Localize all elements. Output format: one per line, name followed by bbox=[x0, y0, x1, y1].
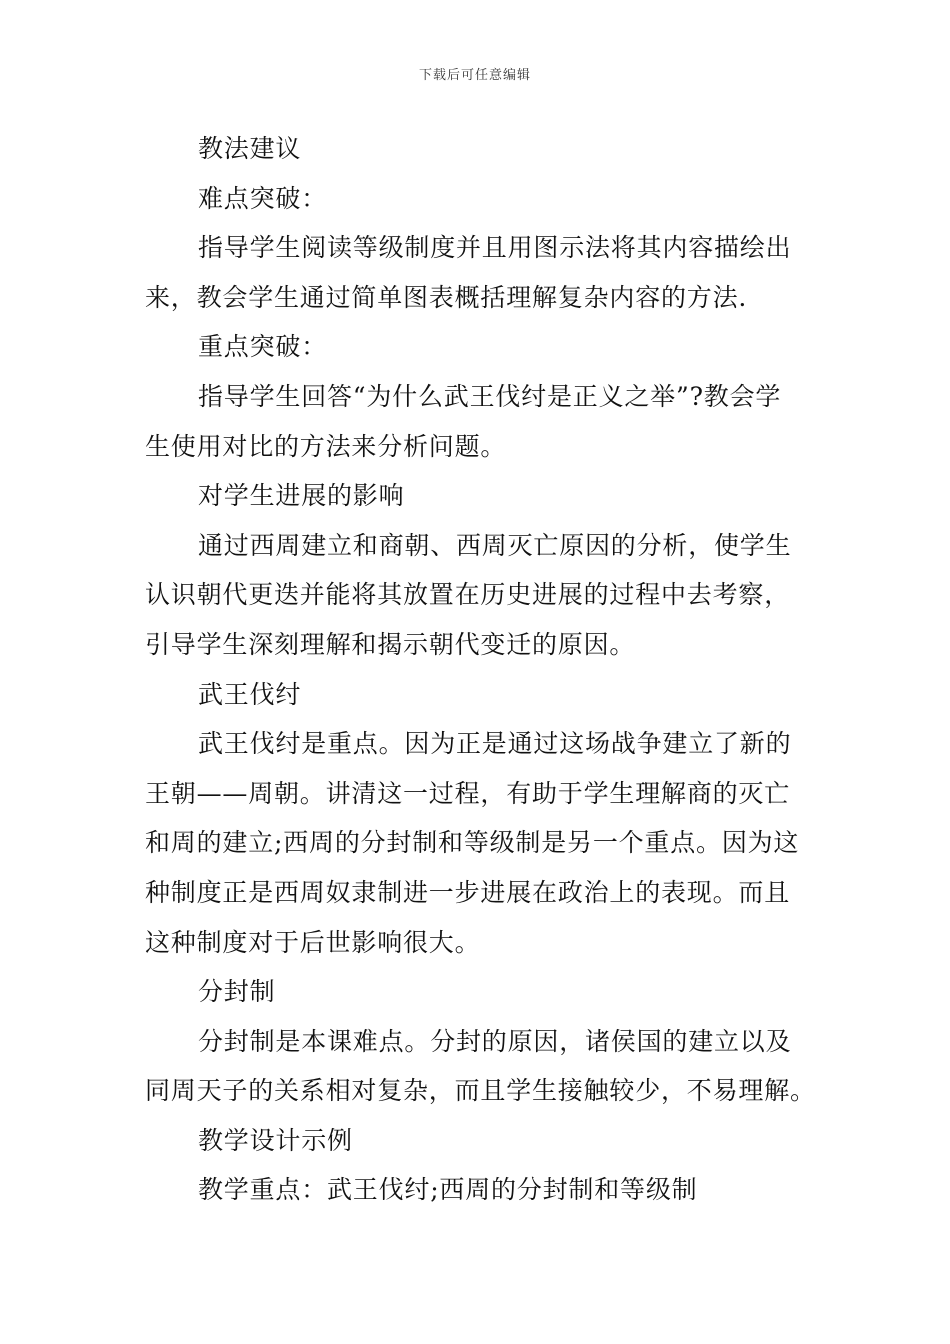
paragraph-line: 指导学生回答“为什么武王伐纣是正义之举”?教会学 bbox=[198, 381, 782, 411]
subheading: 重点突破： bbox=[198, 332, 328, 362]
paragraph-line: 认识朝代更迭并能将其放置在历史进展的过程中去考察， bbox=[145, 580, 791, 610]
header-note: 下载后可任意编辑 bbox=[418, 68, 531, 83]
section-heading: 对学生进展的影响 bbox=[198, 481, 405, 511]
paragraph-line: 生使用对比的方法来分析问题。 bbox=[145, 431, 507, 461]
paragraph-line: 武王伐纣是重点。因为正是通过这场战争建立了新的 bbox=[198, 729, 792, 759]
paragraph-line: 种制度正是西周奴隶制进一步进展在政治上的表现。而且 bbox=[145, 877, 791, 907]
paragraph-line: 引导学生深刻理解和揭示朝代变迁的原因。 bbox=[145, 629, 636, 659]
paragraph-line: 指导学生阅读等级制度并且用图示法将其内容描绘出 bbox=[198, 233, 792, 263]
section-heading: 武王伐纣 bbox=[198, 679, 302, 709]
section-heading: 分封制 bbox=[198, 977, 276, 1007]
paragraph-line: 分封制是本课难点。分封的原因，诸侯国的建立以及 bbox=[198, 1026, 792, 1056]
paragraph-line: 来，教会学生通过简单图表概括理解复杂内容的方法. bbox=[145, 282, 748, 312]
paragraph-line: 同周天子的关系相对复杂，而且学生接触较少，不易理解。 bbox=[145, 1076, 816, 1106]
paragraph-line: 通过西周建立和商朝、西周灭亡原因的分析，使学生 bbox=[198, 530, 792, 560]
paragraph-line: 教学重点：武王伐纣;西周的分封制和等级制 bbox=[198, 1175, 698, 1205]
paragraph-line: 这种制度对于后世影响很大。 bbox=[145, 927, 481, 957]
subheading: 难点突破： bbox=[198, 183, 328, 213]
paragraph-line: 王朝——周朝。讲清这一过程，有助于学生理解商的灭亡 bbox=[145, 778, 791, 808]
paragraph-line: 和周的建立;西周的分封制和等级制是另一个重点。因为这 bbox=[145, 828, 800, 858]
document-body bbox=[145, 124, 816, 1215]
section-heading: 教法建议 bbox=[198, 134, 302, 163]
section-heading: 教学设计示例 bbox=[198, 1125, 353, 1155]
